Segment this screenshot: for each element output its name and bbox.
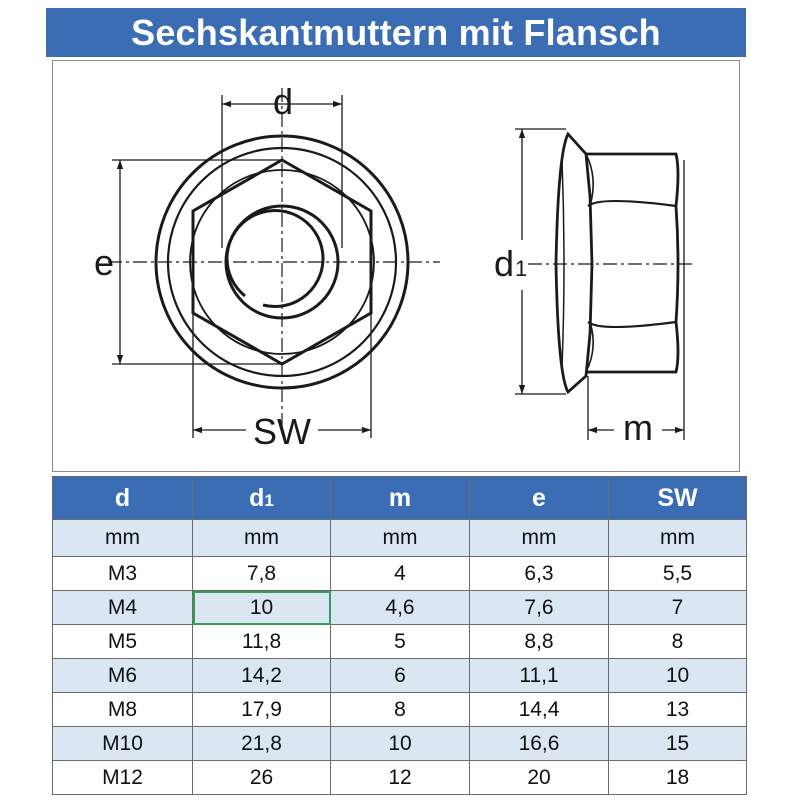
d1-label-subscript: 1 (515, 256, 528, 281)
m-label: m (623, 407, 653, 448)
table-cell: 10 (331, 727, 470, 761)
flange-profile (556, 134, 592, 392)
table-cell: 8 (609, 625, 747, 659)
selected-cell[interactable]: 10 (193, 591, 331, 625)
side-view (515, 129, 695, 440)
unit-cell: mm (609, 520, 747, 557)
header-d1: d1 (193, 477, 331, 520)
table-cell: 4 (331, 557, 470, 591)
table-row (53, 557, 747, 591)
table-cell: 11,8 (193, 625, 331, 659)
header-sw: SW (609, 477, 747, 520)
hex-body-outline (586, 154, 678, 372)
table-cell: 11,1 (470, 659, 609, 693)
sw-label: SW (253, 411, 311, 452)
header-d: d (53, 477, 193, 520)
unit-cell: mm (331, 520, 470, 557)
table-cell: M3 (53, 557, 193, 591)
table-row (53, 761, 747, 795)
table-cell: 18 (609, 761, 747, 795)
table-row (53, 591, 747, 625)
table-cell: M12 (53, 761, 193, 795)
unit-row (53, 520, 747, 557)
table-cell: 5 (331, 625, 470, 659)
table-cell: M4 (53, 591, 193, 625)
table-cell: 5,5 (609, 557, 747, 591)
d1-label (494, 243, 527, 284)
d-label: d (272, 81, 294, 122)
table-cell: 7,8 (193, 557, 331, 591)
table-cell: M8 (53, 693, 193, 727)
table-cell: 4,6 (331, 591, 470, 625)
unit-cell: mm (53, 520, 193, 557)
table-cell: 6,3 (470, 557, 609, 591)
table-row (53, 625, 747, 659)
e-label: e (93, 242, 115, 283)
d1-label-main: d (494, 243, 515, 284)
table-cell: 10 (609, 659, 747, 693)
hex-edge-upper (588, 201, 676, 206)
table-cell: 20 (470, 761, 609, 795)
table-cell: 8 (331, 693, 470, 727)
table-cell: 14,4 (470, 693, 609, 727)
hex-edge-lower (588, 322, 676, 327)
header-e: e (470, 477, 609, 520)
table-cell: 26 (193, 761, 331, 795)
table-row (53, 693, 747, 727)
dimension-table (52, 476, 747, 795)
table-cell: 7,6 (470, 591, 609, 625)
table-header-row (53, 477, 747, 520)
thread-inner-arc (227, 211, 323, 307)
table-cell: M5 (53, 625, 193, 659)
table-row (53, 659, 747, 693)
table-cell: 17,9 (193, 693, 331, 727)
table-row (53, 727, 747, 761)
table-cell: 15 (609, 727, 747, 761)
header-m: m (331, 477, 470, 520)
table-cell: 16,6 (470, 727, 609, 761)
unit-cell: mm (193, 520, 331, 557)
table-cell: M6 (53, 659, 193, 693)
unit-cell: mm (470, 520, 609, 557)
table-cell: 13 (609, 693, 747, 727)
table-cell: 12 (331, 761, 470, 795)
table-cell: 6 (331, 659, 470, 693)
page-title: Sechskantmuttern mit Flansch (131, 11, 661, 53)
table-cell: 21,8 (193, 727, 331, 761)
table-cell: 7 (609, 591, 747, 625)
table-cell: 14,2 (193, 659, 331, 693)
table-cell: M10 (53, 727, 193, 761)
table-cell: 8,8 (470, 625, 609, 659)
front-view (108, 88, 440, 438)
